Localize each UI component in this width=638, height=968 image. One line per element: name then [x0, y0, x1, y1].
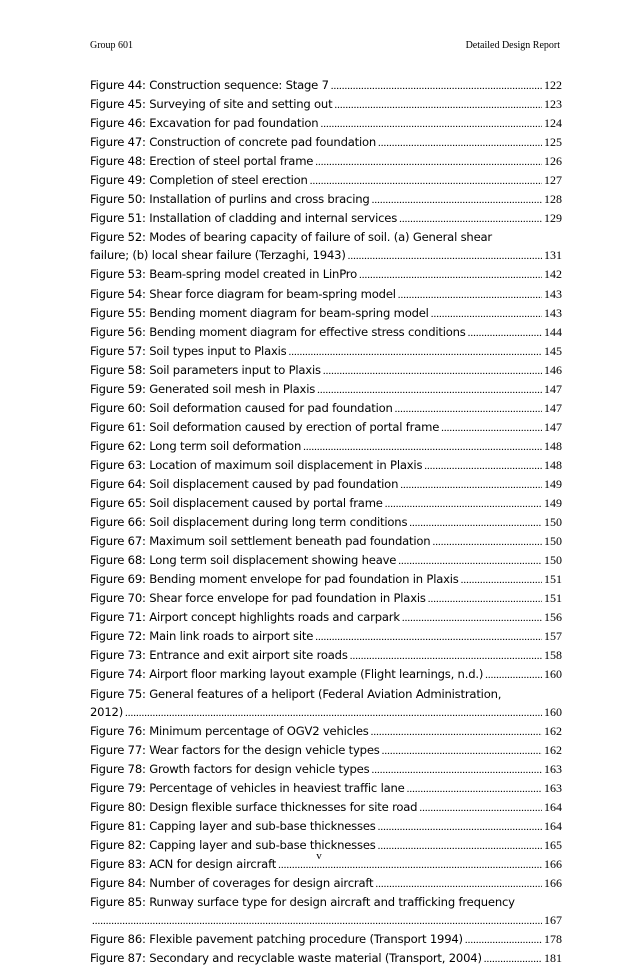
dot-leader: [289, 343, 542, 361]
dot-leader: [399, 210, 542, 228]
toc-entry-title: Figure 46: Excavation for pad foundation: [90, 116, 319, 131]
dot-leader: [334, 96, 542, 114]
dot-leader: [359, 266, 542, 284]
dot-leader: [409, 514, 542, 532]
toc-entry[interactable]: [90, 95, 562, 114]
toc-entry[interactable]: [90, 437, 562, 456]
toc-entry-page: 147: [544, 400, 562, 415]
toc-entry-page: 149: [544, 476, 562, 491]
toc-entry[interactable]: [90, 342, 562, 361]
toc-entry[interactable]: [90, 171, 562, 190]
toc-entry[interactable]: [90, 399, 562, 418]
toc-entry[interactable]: [90, 627, 562, 646]
toc-entry-page: 166: [544, 875, 562, 890]
toc-entry-page: 158: [544, 648, 562, 663]
toc-entry-title: Figure 80: Design flexible surface thicknesses for site road: [90, 799, 418, 814]
dot-leader: [348, 247, 542, 265]
toc-entry-title: Figure 60: Soil deformation caused for pad foundation: [90, 400, 393, 415]
toc-entry-title: Figure 64: Soil displacement caused by pad foundation: [90, 476, 399, 491]
dot-leader: [303, 438, 542, 456]
toc-entry-title: Figure 85: Runway surface type for design aircraft and trafficking frequency: [90, 895, 515, 910]
toc-entry[interactable]: [90, 760, 562, 779]
toc-entry[interactable]: [90, 209, 562, 228]
toc-entry-title: Figure 67: Maximum soil settlement beneath pad foundation: [90, 534, 431, 549]
dot-leader: [317, 381, 542, 399]
toc-entry-page: 162: [544, 742, 562, 757]
toc-entry[interactable]: [90, 893, 562, 930]
toc-entry[interactable]: [90, 779, 562, 798]
toc-entry[interactable]: [90, 190, 562, 209]
dot-leader: [320, 115, 542, 133]
dot-leader: [371, 723, 542, 741]
toc-entry-title: Figure 45: Surveying of site and setting out: [90, 97, 333, 112]
toc-entry[interactable]: [90, 475, 562, 494]
toc-entry-page: 142: [544, 267, 562, 282]
toc-entry-title: Figure 74: Airport floor marking layout example (Flight learnings, n.d.): [90, 667, 484, 682]
toc-entry[interactable]: [90, 265, 562, 284]
dot-leader: [382, 742, 542, 760]
dot-leader: [407, 780, 542, 798]
toc-entry-title: Figure 57: Soil types input to Plaxis: [90, 343, 287, 358]
toc-entry-page: 160: [544, 704, 562, 719]
header-report-title: Detailed Design Report: [465, 40, 560, 51]
toc-entry[interactable]: [90, 323, 562, 342]
toc-entry-title: Figure 75: General features of a heliport (Federal Aviation Administration,: [90, 686, 502, 701]
toc-entry-title: Figure 81: Capping layer and sub-base thicknesses: [90, 818, 376, 833]
toc-entry-title: Figure 71: Airport concept highlights roads and carpark: [90, 610, 400, 625]
toc-entry-page: 144: [544, 324, 562, 339]
dot-leader: [385, 495, 542, 513]
toc-entry-page: 157: [544, 629, 562, 644]
toc-entry-page: 165: [544, 837, 562, 852]
dot-leader: [431, 305, 542, 323]
toc-entry-title-continued: failure; (b) local shear failure (Terzaghi, 1943): [90, 248, 346, 263]
dot-leader: [395, 400, 542, 418]
dot-leader: [398, 552, 542, 570]
dot-leader: [485, 666, 542, 684]
toc-entry[interactable]: [90, 133, 562, 152]
toc-entry-title: Figure 62: Long term soil deformation: [90, 438, 302, 453]
dot-leader: [402, 609, 542, 627]
toc-entry-page: 150: [544, 553, 562, 568]
toc-entry-title: Figure 63: Location of maximum soil displacement in Plaxis: [90, 457, 423, 472]
toc-entry-title: Figure 72: Main link roads to airport site: [90, 629, 314, 644]
toc-entry-title: Figure 61: Soil deformation caused by erection of portal frame: [90, 419, 440, 434]
toc-entry-title: Figure 68: Long term soil displacement showing heave: [90, 553, 397, 568]
toc-entry-page: 126: [544, 154, 562, 169]
toc-entry[interactable]: [90, 817, 562, 836]
dot-leader: [484, 950, 542, 968]
toc-entry-title: Figure 79: Percentage of vehicles in heaviest traffic lane: [90, 780, 405, 795]
toc-entry-title: Figure 49: Completion of steel erection: [90, 173, 308, 188]
dot-leader: [315, 153, 542, 171]
dot-leader: [323, 362, 542, 380]
toc-entry[interactable]: [90, 285, 562, 304]
dot-leader: [428, 590, 542, 608]
dot-leader: [315, 628, 542, 646]
toc-entry-page: 148: [544, 438, 562, 453]
dot-leader: [461, 571, 542, 589]
toc-entry[interactable]: [90, 418, 562, 437]
toc-entry-page: 162: [544, 723, 562, 738]
toc-entry-title-continued: 2012): [90, 704, 124, 719]
toc-entry[interactable]: [90, 949, 562, 968]
toc-entry[interactable]: [90, 361, 562, 380]
toc-entry-title: Figure 86: Flexible pavement patching procedure (Transport 1994): [90, 932, 463, 947]
toc-entry[interactable]: [90, 152, 562, 171]
toc-entry-page: 148: [544, 457, 562, 472]
dot-leader: [378, 818, 542, 836]
toc-entry-title: Figure 58: Soil parameters input to Plaxis: [90, 362, 321, 377]
dot-leader: [432, 533, 542, 551]
toc-entry-title: Figure 87: Secondary and recyclable waste material (Transport, 2004): [90, 951, 482, 966]
header-group-name: Group 601: [90, 40, 134, 51]
toc-entry[interactable]: [90, 76, 562, 95]
toc-entry-page: 164: [544, 818, 562, 833]
toc-entry-page: 167: [544, 913, 562, 928]
toc-entry-title: Figure 52: Modes of bearing capacity of failure of soil. (a) General shear: [90, 230, 492, 245]
dot-leader: [372, 191, 542, 209]
dot-leader: [400, 476, 542, 494]
toc-entry-page: 151: [544, 591, 562, 606]
dot-leader: [419, 799, 542, 817]
toc-entry-title: Figure 77: Wear factors for the design vehicle types: [90, 742, 380, 757]
toc-entry[interactable]: [90, 685, 562, 722]
toc-entry-page: 166: [544, 856, 562, 871]
toc-entry-page: 163: [544, 761, 562, 776]
toc-entry-title: Figure 59: Generated soil mesh in Plaxis: [90, 381, 316, 396]
toc-entry-page: 147: [544, 419, 562, 434]
dot-leader: [350, 647, 542, 665]
dot-leader: [465, 931, 542, 949]
dot-leader: [331, 77, 542, 95]
toc-entry-page: 127: [544, 173, 562, 188]
toc-entry-page: 123: [544, 97, 562, 112]
toc-entry-title: Figure 73: Entrance and exit airport site roads: [90, 648, 348, 663]
toc-entry-title: Figure 78: Growth factors for design vehicle types: [90, 761, 370, 776]
toc-entry-title: Figure 48: Erection of steel portal frame: [90, 154, 314, 169]
toc-entry-page: 125: [544, 135, 562, 150]
toc-entry-title: Figure 54: Shear force diagram for beam-spring model: [90, 286, 396, 301]
table-of-figures: [90, 76, 562, 968]
toc-entry[interactable]: [90, 722, 562, 741]
toc-entry[interactable]: [90, 741, 562, 760]
toc-entry-title: Figure 83: ACN for design aircraft: [90, 856, 277, 871]
toc-entry-page: 149: [544, 496, 562, 511]
dot-leader: [92, 912, 542, 930]
toc-entry-page: 128: [544, 192, 562, 207]
toc-entry-page: 124: [544, 116, 562, 131]
toc-entry[interactable]: [90, 589, 562, 608]
toc-entry[interactable]: [90, 532, 562, 551]
toc-entry-title: Figure 76: Minimum percentage of OGV2 vehicles: [90, 723, 369, 738]
toc-entry[interactable]: [90, 665, 562, 684]
toc-entry[interactable]: [90, 228, 562, 265]
toc-entry-title: Figure 56: Bending moment diagram for effective stress conditions: [90, 324, 466, 339]
toc-entry-page: 143: [544, 286, 562, 301]
dot-leader: [398, 286, 542, 304]
toc-entry-page: 156: [544, 610, 562, 625]
toc-entry-page: 147: [544, 381, 562, 396]
dot-leader: [371, 761, 542, 779]
toc-entry-page: 164: [544, 799, 562, 814]
dot-leader: [378, 134, 542, 152]
toc-entry[interactable]: [90, 114, 562, 133]
toc-entry-title: Figure 51: Installation of cladding and internal services: [90, 211, 398, 226]
toc-entry-page: 129: [544, 211, 562, 226]
toc-entry-title: Figure 69: Bending moment envelope for pad foundation in Plaxis: [90, 572, 459, 587]
dot-leader: [424, 457, 542, 475]
toc-entry[interactable]: [90, 608, 562, 627]
dot-leader: [375, 875, 542, 893]
toc-entry-page: 178: [544, 932, 562, 947]
toc-entry-page: 181: [544, 951, 562, 966]
page-header: [90, 40, 560, 51]
toc-entry-title: Figure 70: Shear force envelope for pad foundation in Plaxis: [90, 591, 426, 606]
dot-leader: [125, 704, 542, 722]
toc-entry-page: 143: [544, 305, 562, 320]
toc-entry[interactable]: [90, 304, 562, 323]
toc-entry[interactable]: [90, 646, 562, 665]
toc-entry-title: Figure 47: Construction of concrete pad foundation: [90, 135, 377, 150]
toc-entry-page: 146: [544, 362, 562, 377]
toc-entry[interactable]: [90, 513, 562, 532]
toc-entry-title: Figure 50: Installation of purlins and cross bracing: [90, 192, 370, 207]
dot-leader: [310, 172, 542, 190]
toc-entry[interactable]: [90, 494, 562, 513]
toc-entry-page: 160: [544, 667, 562, 682]
toc-entry-page: 145: [544, 343, 562, 358]
toc-entry[interactable]: [90, 380, 562, 399]
page-number: v: [316, 850, 322, 862]
toc-entry[interactable]: [90, 798, 562, 817]
toc-entry-title: Figure 82: Capping layer and sub-base thicknesses: [90, 837, 376, 852]
toc-entry[interactable]: [90, 930, 562, 949]
toc-entry-title: Figure 66: Soil displacement during long term conditions: [90, 515, 408, 530]
dot-leader: [441, 419, 542, 437]
toc-entry-page: 122: [544, 78, 562, 92]
toc-entry[interactable]: [90, 874, 562, 893]
toc-entry-title: Figure 65: Soil displacement caused by portal frame: [90, 496, 383, 511]
toc-entry-title: Figure 53: Beam-spring model created in LinPro: [90, 267, 357, 282]
toc-entry-page: 131: [544, 248, 562, 263]
toc-entry-page: 151: [544, 572, 562, 587]
dot-leader: [468, 324, 542, 342]
toc-entry-page: 150: [544, 534, 562, 549]
toc-entry-title: Figure 84: Number of coverages for design aircraft: [90, 875, 374, 890]
toc-entry-title: Figure 55: Bending moment diagram for beam-spring model: [90, 305, 429, 320]
toc-entry[interactable]: [90, 456, 562, 475]
toc-entry-title: Figure 44: Construction sequence: Stage 7: [90, 78, 329, 92]
toc-entry-page: 150: [544, 515, 562, 530]
toc-entry[interactable]: [90, 570, 562, 589]
toc-entry[interactable]: [90, 551, 562, 570]
toc-entry-page: 163: [544, 780, 562, 795]
